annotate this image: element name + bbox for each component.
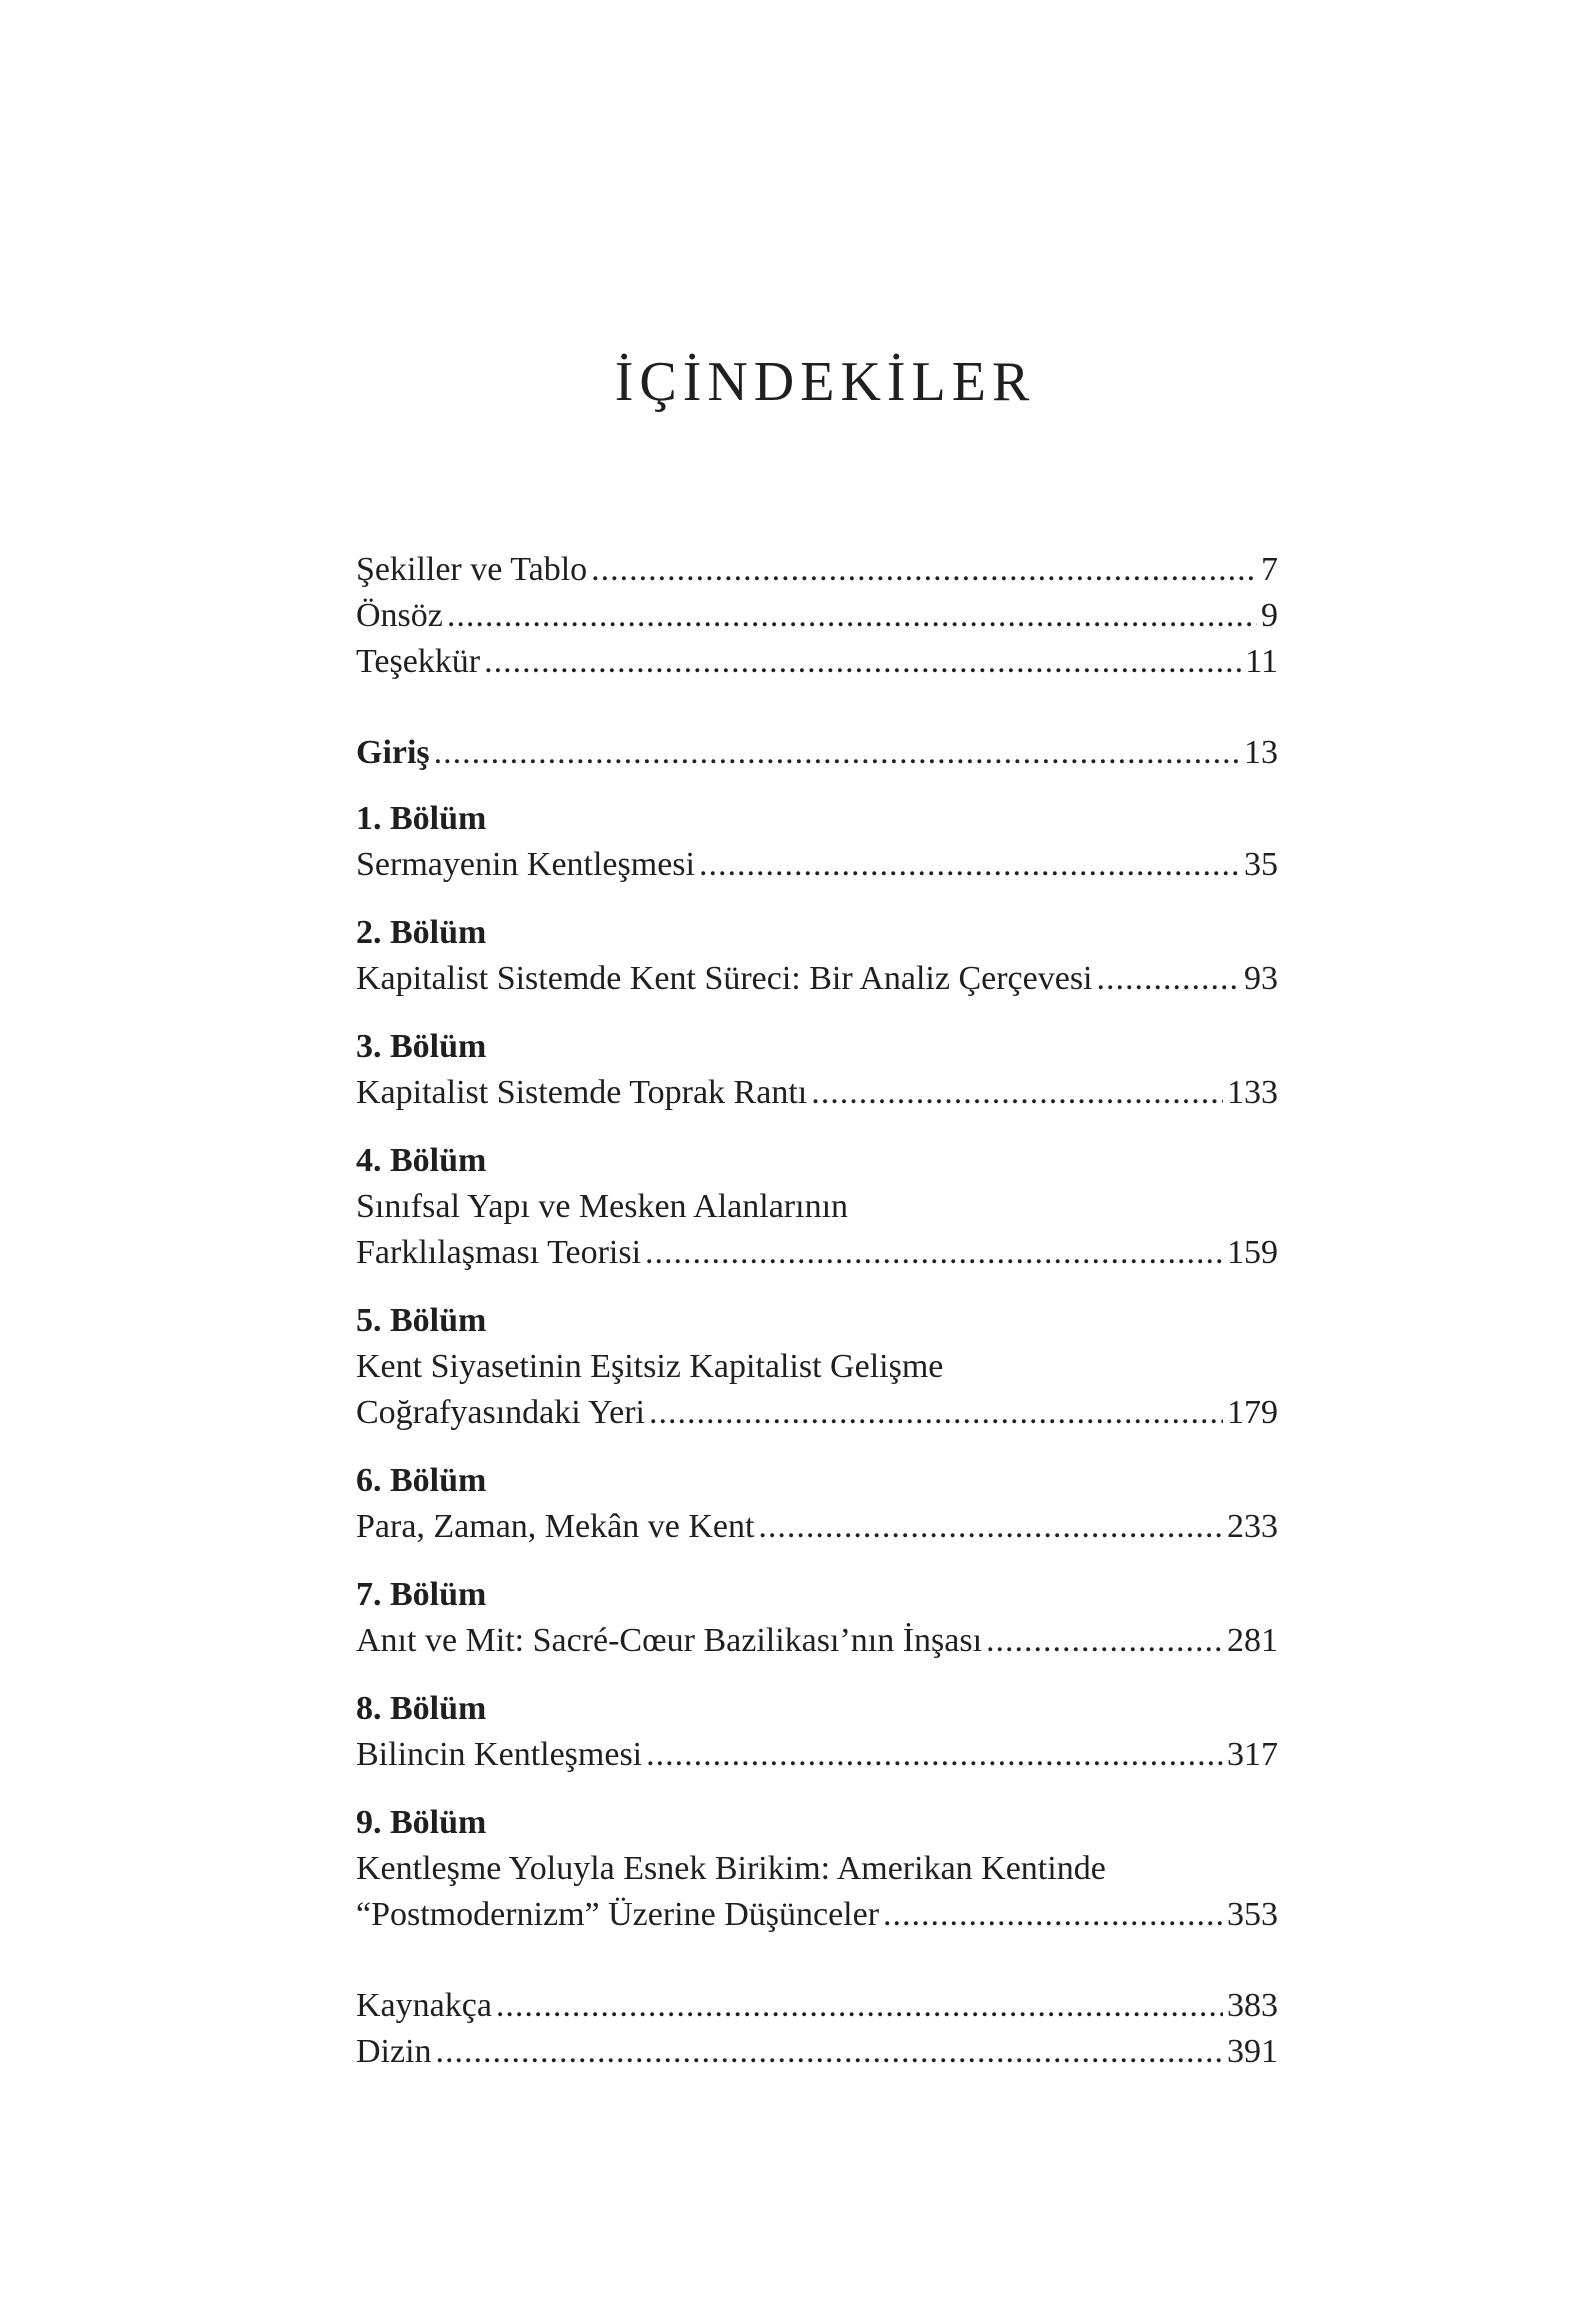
chapter-title-line: Kent Siyasetinin Eşitsiz Kapitalist Gelişme [356,1348,944,1385]
toc-entry-kaynakca [356,1983,1278,2029]
toc-entry-label: Giriş [356,734,430,771]
chapter-page: 133 [1227,1074,1278,1111]
toc-entry-page: 9 [1261,597,1278,634]
chapter-page: 179 [1227,1394,1278,1431]
dot-leader [436,2029,1223,2075]
chapter-title: Bilincin Kentleşmesi [356,1736,643,1773]
toc-entry-label: Önsöz [356,597,443,634]
chapter-heading: 6. Bölüm [356,1462,487,1499]
toc-entry-page: 11 [1245,643,1278,680]
toc-entry-page: 391 [1227,2033,1278,2070]
chapter-title: Kapitalist Sistemde Kent Süreci: Bir Analiz Çerçevesi [356,960,1093,997]
chapter-page: 317 [1227,1736,1278,1773]
dot-leader [758,1504,1223,1550]
chapter-page: 35 [1244,846,1278,883]
chapter-page: 233 [1227,1508,1278,1545]
dot-leader [496,1983,1223,2029]
chapter-entry-7 [356,1572,1278,1664]
toc-entry-page: 7 [1261,551,1278,588]
chapter-entry-4 [356,1138,1278,1276]
chapter-heading: 4. Bölüm [356,1142,487,1179]
chapter-title-line: Sınıfsal Yapı ve Mesken Alanlarının [356,1188,849,1225]
chapter-title: Anıt ve Mit: Sacré-Cœur Bazilikası’nın İnşası [356,1622,983,1659]
chapter-entry-3 [356,1024,1278,1116]
dot-leader [645,1230,1223,1276]
toc-entry-onsoz [356,593,1278,639]
toc-entry-tesekkur [356,639,1278,685]
dot-leader [699,842,1240,888]
dot-leader [986,1618,1223,1664]
chapter-page: 93 [1244,960,1278,997]
page-title: İÇİNDEKİLER [614,351,1036,413]
dot-leader [646,1732,1223,1778]
toc-entry-page: 383 [1227,1987,1278,2024]
dot-leader [649,1390,1223,1436]
toc-entry-giris [356,730,1278,776]
dot-leader [484,639,1241,685]
chapter-entry-6 [356,1458,1278,1550]
chapter-heading: 5. Bölüm [356,1302,487,1339]
toc-entry-dizin [356,2029,1278,2075]
chapter-title: Kapitalist Sistemde Toprak Rantı [356,1074,808,1111]
chapter-title: Para, Zaman, Mekân ve Kent [356,1508,755,1545]
dot-leader [591,547,1257,593]
toc-entry-label: Dizin [356,2033,432,2070]
chapter-entry-8 [356,1686,1278,1778]
chapter-heading: 7. Bölüm [356,1576,487,1613]
dot-leader [811,1070,1223,1116]
chapter-entry-2 [356,910,1278,1002]
chapter-heading: 3. Bölüm [356,1028,487,1065]
toc-entry-label: Teşekkür [356,643,481,680]
chapter-title-line: Kentleşme Yoluyla Esnek Birikim: Amerikan Kentinde [356,1850,1106,1887]
dot-leader [1097,956,1241,1002]
chapter-entry-5 [356,1298,1278,1436]
dot-leader [883,1892,1223,1938]
chapter-entry-1 [356,796,1278,888]
chapter-page: 353 [1227,1896,1278,1933]
chapter-entry-9 [356,1800,1278,1938]
chapter-title: “Postmodernizm” Üzerine Düşünceler [356,1896,880,1933]
chapter-page: 281 [1227,1622,1278,1659]
chapter-title: Coğrafyasındaki Yeri [356,1394,645,1431]
toc-entry-sekiller [356,547,1278,593]
toc-entry-page: 13 [1244,734,1278,771]
chapter-title: Farklılaşması Teorisi [356,1234,642,1271]
chapter-heading: 1. Bölüm [356,800,487,837]
chapter-heading: 8. Bölüm [356,1690,487,1727]
chapter-heading: 9. Bölüm [356,1804,487,1841]
dot-leader [447,593,1257,639]
chapter-page: 159 [1227,1234,1278,1271]
toc-entry-label: Şekiller ve Tablo [356,551,588,588]
dot-leader [434,730,1240,776]
toc-entry-label: Kaynakça [356,1987,492,2024]
table-of-contents [356,547,1278,2075]
chapter-title: Sermayenin Kentleşmesi [356,846,695,883]
chapter-heading: 2. Bölüm [356,914,487,951]
